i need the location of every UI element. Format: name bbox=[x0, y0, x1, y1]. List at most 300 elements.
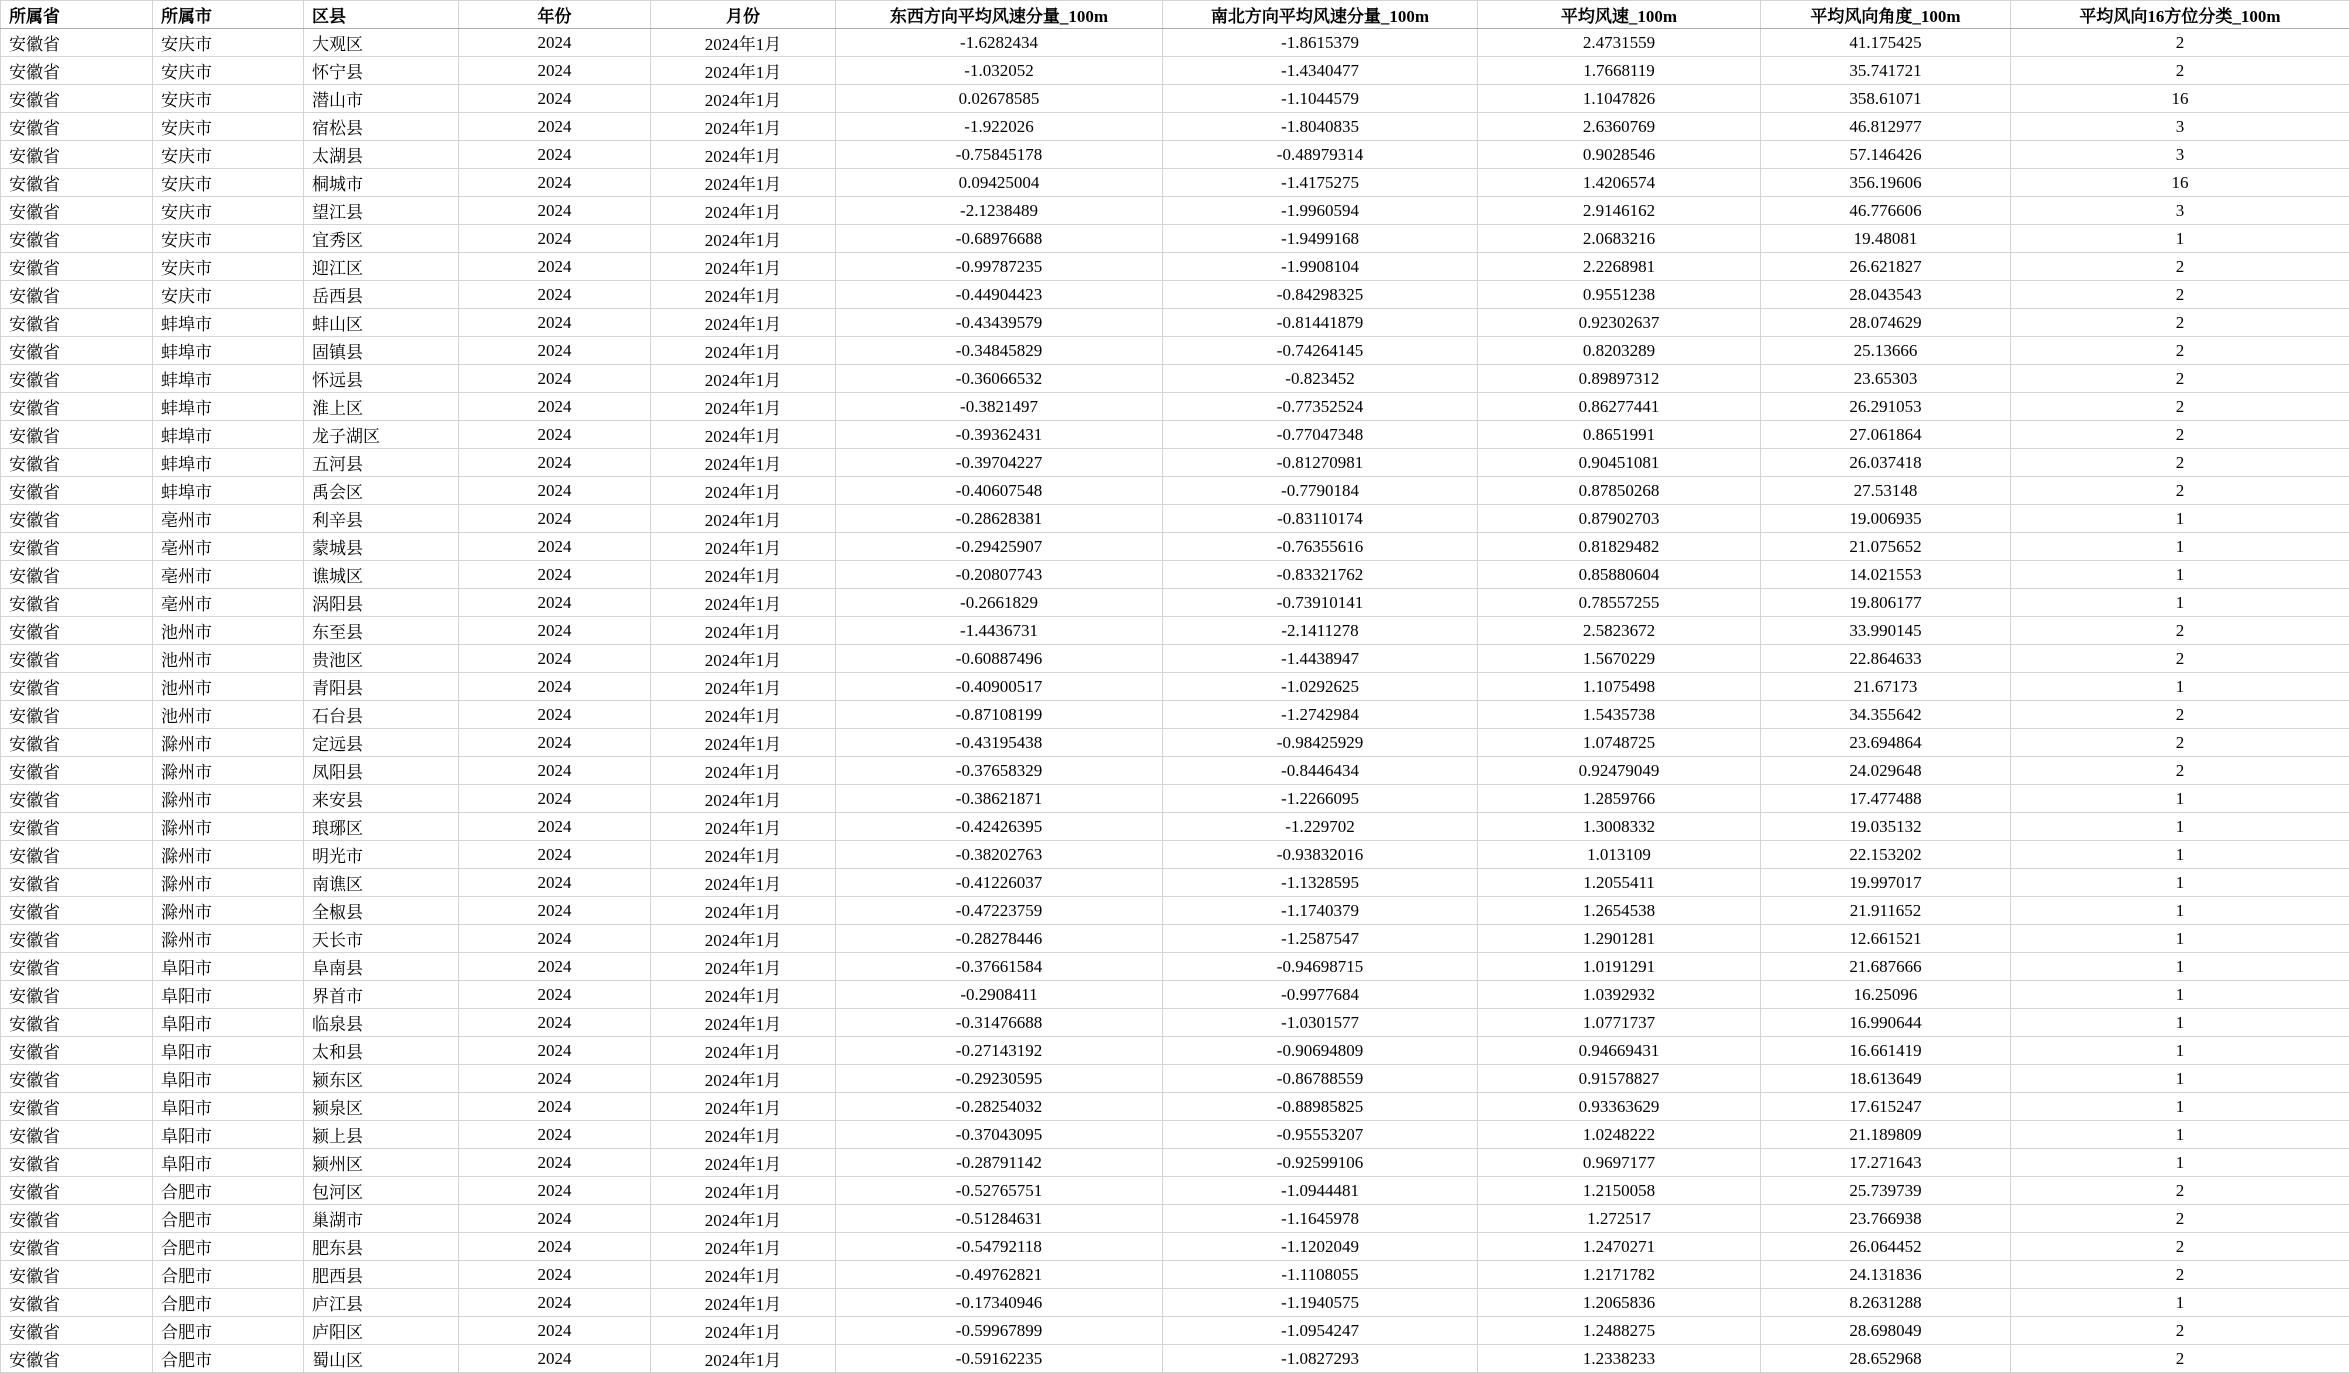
table-cell[interactable]: -1.8615379 bbox=[1163, 29, 1478, 57]
table-cell[interactable]: 蚌山区 bbox=[304, 309, 459, 337]
table-cell[interactable]: -0.43195438 bbox=[836, 729, 1163, 757]
table-cell[interactable]: 2024年1月 bbox=[651, 449, 836, 477]
table-cell[interactable]: 27.53148 bbox=[1761, 477, 2011, 505]
table-cell[interactable]: 0.90451081 bbox=[1478, 449, 1761, 477]
table-cell[interactable]: 2024 bbox=[459, 1065, 651, 1093]
table-cell[interactable]: 安徽省 bbox=[1, 1177, 153, 1205]
table-cell[interactable]: -0.823452 bbox=[1163, 365, 1478, 393]
table-cell[interactable]: 1.4206574 bbox=[1478, 169, 1761, 197]
table-cell[interactable]: 1 bbox=[2011, 1037, 2349, 1065]
table-cell[interactable]: 蚌埠市 bbox=[153, 365, 304, 393]
table-cell[interactable]: 来安县 bbox=[304, 785, 459, 813]
table-cell[interactable]: 1.0748725 bbox=[1478, 729, 1761, 757]
table-cell[interactable]: 2024年1月 bbox=[651, 1149, 836, 1177]
table-cell[interactable]: -1.1108055 bbox=[1163, 1261, 1478, 1289]
table-cell[interactable]: -1.0954247 bbox=[1163, 1317, 1478, 1345]
table-cell[interactable]: 2 bbox=[2011, 1205, 2349, 1233]
table-cell[interactable]: 0.87902703 bbox=[1478, 505, 1761, 533]
table-cell[interactable]: 肥东县 bbox=[304, 1233, 459, 1261]
table-cell[interactable]: -1.9499168 bbox=[1163, 225, 1478, 253]
column-header[interactable]: 所属省 bbox=[1, 1, 153, 29]
table-cell[interactable]: -0.29230595 bbox=[836, 1065, 1163, 1093]
table-cell[interactable]: 0.86277441 bbox=[1478, 393, 1761, 421]
table-cell[interactable]: 2 bbox=[2011, 57, 2349, 85]
table-cell[interactable]: -0.7790184 bbox=[1163, 477, 1478, 505]
table-cell[interactable]: 2024 bbox=[459, 981, 651, 1009]
table-cell[interactable]: -1.4340477 bbox=[1163, 57, 1478, 85]
table-cell[interactable]: -0.34845829 bbox=[836, 337, 1163, 365]
table-cell[interactable]: 22.864633 bbox=[1761, 645, 2011, 673]
table-cell[interactable]: 2024年1月 bbox=[651, 393, 836, 421]
table-cell[interactable]: 2024年1月 bbox=[651, 1289, 836, 1317]
table-cell[interactable]: 2024 bbox=[459, 673, 651, 701]
table-cell[interactable]: 禹会区 bbox=[304, 477, 459, 505]
table-cell[interactable]: 阜阳市 bbox=[153, 981, 304, 1009]
table-cell[interactable]: 23.766938 bbox=[1761, 1205, 2011, 1233]
table-cell[interactable]: 2024年1月 bbox=[651, 841, 836, 869]
table-cell[interactable]: 安徽省 bbox=[1, 701, 153, 729]
table-cell[interactable]: 安徽省 bbox=[1, 925, 153, 953]
table-cell[interactable]: 2 bbox=[2011, 393, 2349, 421]
table-cell[interactable]: 亳州市 bbox=[153, 561, 304, 589]
table-cell[interactable]: 1.1047826 bbox=[1478, 85, 1761, 113]
table-cell[interactable]: -1.1740379 bbox=[1163, 897, 1478, 925]
table-cell[interactable]: -0.99787235 bbox=[836, 253, 1163, 281]
table-cell[interactable]: 2024年1月 bbox=[651, 309, 836, 337]
table-cell[interactable]: 1 bbox=[2011, 225, 2349, 253]
table-cell[interactable]: 16.661419 bbox=[1761, 1037, 2011, 1065]
table-cell[interactable]: 1 bbox=[2011, 1149, 2349, 1177]
table-cell[interactable]: 蚌埠市 bbox=[153, 309, 304, 337]
table-cell[interactable]: 0.85880604 bbox=[1478, 561, 1761, 589]
table-cell[interactable]: -1.6282434 bbox=[836, 29, 1163, 57]
table-cell[interactable]: 2024 bbox=[459, 141, 651, 169]
table-cell[interactable]: 2 bbox=[2011, 1261, 2349, 1289]
table-cell[interactable]: 1 bbox=[2011, 533, 2349, 561]
table-cell[interactable]: 1 bbox=[2011, 953, 2349, 981]
table-cell[interactable]: 12.661521 bbox=[1761, 925, 2011, 953]
table-cell[interactable]: 望江县 bbox=[304, 197, 459, 225]
table-cell[interactable]: 滁州市 bbox=[153, 841, 304, 869]
table-cell[interactable]: -0.42426395 bbox=[836, 813, 1163, 841]
table-cell[interactable]: 2024 bbox=[459, 841, 651, 869]
table-cell[interactable]: 2 bbox=[2011, 29, 2349, 57]
table-cell[interactable]: 安庆市 bbox=[153, 57, 304, 85]
column-header[interactable]: 月份 bbox=[651, 1, 836, 29]
table-cell[interactable]: 41.175425 bbox=[1761, 29, 2011, 57]
table-cell[interactable]: 合肥市 bbox=[153, 1345, 304, 1373]
table-cell[interactable]: 2024年1月 bbox=[651, 561, 836, 589]
table-cell[interactable]: -1.1328595 bbox=[1163, 869, 1478, 897]
table-cell[interactable]: 21.075652 bbox=[1761, 533, 2011, 561]
table-cell[interactable]: 2024 bbox=[459, 1121, 651, 1149]
table-cell[interactable]: -0.39704227 bbox=[836, 449, 1163, 477]
table-cell[interactable]: 26.064452 bbox=[1761, 1233, 2011, 1261]
table-cell[interactable]: 2024 bbox=[459, 449, 651, 477]
table-cell[interactable]: 安徽省 bbox=[1, 673, 153, 701]
table-cell[interactable]: 2024年1月 bbox=[651, 197, 836, 225]
table-cell[interactable]: -0.28628381 bbox=[836, 505, 1163, 533]
table-cell[interactable]: 19.997017 bbox=[1761, 869, 2011, 897]
table-cell[interactable]: 0.87850268 bbox=[1478, 477, 1761, 505]
table-cell[interactable]: 太和县 bbox=[304, 1037, 459, 1065]
table-cell[interactable]: 利辛县 bbox=[304, 505, 459, 533]
table-cell[interactable]: 1.3008332 bbox=[1478, 813, 1761, 841]
table-cell[interactable]: -1.0827293 bbox=[1163, 1345, 1478, 1373]
table-cell[interactable]: 2024 bbox=[459, 477, 651, 505]
table-cell[interactable]: 2 bbox=[2011, 477, 2349, 505]
table-cell[interactable]: 28.043543 bbox=[1761, 281, 2011, 309]
table-cell[interactable]: 2 bbox=[2011, 421, 2349, 449]
column-header[interactable]: 东西方向平均风速分量_100m bbox=[836, 1, 1163, 29]
table-cell[interactable]: 2024年1月 bbox=[651, 1065, 836, 1093]
table-cell[interactable]: 2024 bbox=[459, 757, 651, 785]
table-cell[interactable]: -0.60887496 bbox=[836, 645, 1163, 673]
table-cell[interactable]: 3 bbox=[2011, 113, 2349, 141]
table-cell[interactable]: -0.3821497 bbox=[836, 393, 1163, 421]
table-cell[interactable]: 安徽省 bbox=[1, 57, 153, 85]
column-header[interactable]: 区县 bbox=[304, 1, 459, 29]
table-cell[interactable]: 巢湖市 bbox=[304, 1205, 459, 1233]
table-cell[interactable]: 滁州市 bbox=[153, 897, 304, 925]
table-cell[interactable]: 2 bbox=[2011, 729, 2349, 757]
table-cell[interactable]: 1.272517 bbox=[1478, 1205, 1761, 1233]
table-cell[interactable]: -0.75845178 bbox=[836, 141, 1163, 169]
table-cell[interactable]: 安徽省 bbox=[1, 505, 153, 533]
table-cell[interactable]: 25.739739 bbox=[1761, 1177, 2011, 1205]
table-cell[interactable]: 南谯区 bbox=[304, 869, 459, 897]
table-cell[interactable]: 阜阳市 bbox=[153, 1065, 304, 1093]
table-cell[interactable]: 庐阳区 bbox=[304, 1317, 459, 1345]
table-cell[interactable]: 2.6360769 bbox=[1478, 113, 1761, 141]
table-cell[interactable]: 2024年1月 bbox=[651, 1205, 836, 1233]
table-cell[interactable]: 24.131836 bbox=[1761, 1261, 2011, 1289]
table-cell[interactable]: -1.9908104 bbox=[1163, 253, 1478, 281]
table-cell[interactable]: 16.25096 bbox=[1761, 981, 2011, 1009]
table-cell[interactable]: -0.83110174 bbox=[1163, 505, 1478, 533]
table-cell[interactable]: 2024 bbox=[459, 1289, 651, 1317]
table-cell[interactable]: 包河区 bbox=[304, 1177, 459, 1205]
table-cell[interactable]: 安徽省 bbox=[1, 477, 153, 505]
table-cell[interactable]: 潜山市 bbox=[304, 85, 459, 113]
table-cell[interactable]: -0.83321762 bbox=[1163, 561, 1478, 589]
table-cell[interactable]: 安徽省 bbox=[1, 813, 153, 841]
table-cell[interactable]: 安徽省 bbox=[1, 1345, 153, 1373]
table-cell[interactable]: 358.61071 bbox=[1761, 85, 2011, 113]
table-cell[interactable]: 2024 bbox=[459, 1009, 651, 1037]
table-cell[interactable]: 1.0392932 bbox=[1478, 981, 1761, 1009]
table-cell[interactable]: 2024年1月 bbox=[651, 953, 836, 981]
table-cell[interactable]: 1 bbox=[2011, 673, 2349, 701]
table-cell[interactable]: 琅琊区 bbox=[304, 813, 459, 841]
table-cell[interactable]: 2024年1月 bbox=[651, 1093, 836, 1121]
table-cell[interactable]: 2.2268981 bbox=[1478, 253, 1761, 281]
table-cell[interactable]: 2024年1月 bbox=[651, 813, 836, 841]
table-cell[interactable]: -0.36066532 bbox=[836, 365, 1163, 393]
table-cell[interactable]: 21.687666 bbox=[1761, 953, 2011, 981]
table-cell[interactable]: -0.98425929 bbox=[1163, 729, 1478, 757]
table-cell[interactable]: 阜阳市 bbox=[153, 1093, 304, 1121]
table-cell[interactable]: 2024 bbox=[459, 729, 651, 757]
table-cell[interactable]: -0.43439579 bbox=[836, 309, 1163, 337]
table-cell[interactable]: 涡阳县 bbox=[304, 589, 459, 617]
table-cell[interactable]: 安徽省 bbox=[1, 953, 153, 981]
table-cell[interactable]: 2024年1月 bbox=[651, 869, 836, 897]
table-cell[interactable]: 谯城区 bbox=[304, 561, 459, 589]
table-cell[interactable]: 2.0683216 bbox=[1478, 225, 1761, 253]
table-cell[interactable]: 安徽省 bbox=[1, 589, 153, 617]
table-cell[interactable]: 2024年1月 bbox=[651, 533, 836, 561]
table-cell[interactable]: 1.2150058 bbox=[1478, 1177, 1761, 1205]
table-cell[interactable]: 阜阳市 bbox=[153, 1121, 304, 1149]
table-cell[interactable]: 0.8203289 bbox=[1478, 337, 1761, 365]
table-cell[interactable]: 合肥市 bbox=[153, 1233, 304, 1261]
table-cell[interactable]: 2024年1月 bbox=[651, 253, 836, 281]
table-cell[interactable]: 1.2338233 bbox=[1478, 1345, 1761, 1373]
table-cell[interactable]: 2024年1月 bbox=[651, 785, 836, 813]
table-cell[interactable]: -0.20807743 bbox=[836, 561, 1163, 589]
column-header[interactable]: 年份 bbox=[459, 1, 651, 29]
table-cell[interactable]: 2 bbox=[2011, 309, 2349, 337]
table-cell[interactable]: 2024年1月 bbox=[651, 1345, 836, 1373]
table-cell[interactable]: -1.0301577 bbox=[1163, 1009, 1478, 1037]
table-cell[interactable]: -0.27143192 bbox=[836, 1037, 1163, 1065]
table-cell[interactable]: -0.93832016 bbox=[1163, 841, 1478, 869]
table-cell[interactable]: 2024 bbox=[459, 337, 651, 365]
table-cell[interactable]: 2024年1月 bbox=[651, 981, 836, 1009]
table-cell[interactable]: 0.89897312 bbox=[1478, 365, 1761, 393]
table-cell[interactable]: 0.94669431 bbox=[1478, 1037, 1761, 1065]
table-cell[interactable]: 19.006935 bbox=[1761, 505, 2011, 533]
table-cell[interactable]: 21.67173 bbox=[1761, 673, 2011, 701]
table-cell[interactable]: 安徽省 bbox=[1, 1261, 153, 1289]
table-cell[interactable]: -1.1645978 bbox=[1163, 1205, 1478, 1233]
table-cell[interactable]: -0.37658329 bbox=[836, 757, 1163, 785]
table-cell[interactable]: -0.28278446 bbox=[836, 925, 1163, 953]
table-cell[interactable]: -0.28791142 bbox=[836, 1149, 1163, 1177]
table-cell[interactable]: 1.0771737 bbox=[1478, 1009, 1761, 1037]
table-cell[interactable]: 2024 bbox=[459, 897, 651, 925]
table-cell[interactable]: 1.2171782 bbox=[1478, 1261, 1761, 1289]
table-cell[interactable]: 安徽省 bbox=[1, 981, 153, 1009]
table-cell[interactable]: 23.694864 bbox=[1761, 729, 2011, 757]
table-cell[interactable]: 安庆市 bbox=[153, 113, 304, 141]
table-cell[interactable]: 2024年1月 bbox=[651, 617, 836, 645]
table-cell[interactable]: 安徽省 bbox=[1, 869, 153, 897]
table-cell[interactable]: 安庆市 bbox=[153, 225, 304, 253]
table-cell[interactable]: 宿松县 bbox=[304, 113, 459, 141]
table-cell[interactable]: 1 bbox=[2011, 1289, 2349, 1317]
table-cell[interactable]: -1.9960594 bbox=[1163, 197, 1478, 225]
table-cell[interactable]: 2024 bbox=[459, 617, 651, 645]
table-cell[interactable]: 23.65303 bbox=[1761, 365, 2011, 393]
table-cell[interactable]: 2024 bbox=[459, 1345, 651, 1373]
table-cell[interactable]: -0.90694809 bbox=[1163, 1037, 1478, 1065]
table-cell[interactable]: -0.47223759 bbox=[836, 897, 1163, 925]
table-cell[interactable]: -1.8040835 bbox=[1163, 113, 1478, 141]
table-cell[interactable]: -0.37043095 bbox=[836, 1121, 1163, 1149]
table-cell[interactable]: 2024 bbox=[459, 1177, 651, 1205]
table-cell[interactable]: 全椒县 bbox=[304, 897, 459, 925]
table-cell[interactable]: 迎江区 bbox=[304, 253, 459, 281]
table-cell[interactable]: -0.40607548 bbox=[836, 477, 1163, 505]
table-cell[interactable]: -1.0292625 bbox=[1163, 673, 1478, 701]
table-cell[interactable]: 安徽省 bbox=[1, 141, 153, 169]
table-cell[interactable]: 安徽省 bbox=[1, 1233, 153, 1261]
table-cell[interactable]: 2024 bbox=[459, 225, 651, 253]
table-cell[interactable]: 16.990644 bbox=[1761, 1009, 2011, 1037]
table-cell[interactable]: 34.355642 bbox=[1761, 701, 2011, 729]
table-cell[interactable]: 17.477488 bbox=[1761, 785, 2011, 813]
table-cell[interactable]: 28.652968 bbox=[1761, 1345, 2011, 1373]
table-cell[interactable]: 26.037418 bbox=[1761, 449, 2011, 477]
table-cell[interactable]: 滁州市 bbox=[153, 785, 304, 813]
table-cell[interactable]: 颍泉区 bbox=[304, 1093, 459, 1121]
table-cell[interactable]: 大观区 bbox=[304, 29, 459, 57]
table-cell[interactable]: 滁州市 bbox=[153, 729, 304, 757]
table-cell[interactable]: 1 bbox=[2011, 869, 2349, 897]
table-cell[interactable]: 2024 bbox=[459, 645, 651, 673]
table-cell[interactable]: 怀宁县 bbox=[304, 57, 459, 85]
table-cell[interactable]: 蚌埠市 bbox=[153, 337, 304, 365]
table-cell[interactable]: 安徽省 bbox=[1, 1009, 153, 1037]
table-cell[interactable]: 2.4731559 bbox=[1478, 29, 1761, 57]
table-cell[interactable]: -0.86788559 bbox=[1163, 1065, 1478, 1093]
table-cell[interactable]: -1.4438947 bbox=[1163, 645, 1478, 673]
table-cell[interactable]: 2024 bbox=[459, 925, 651, 953]
table-cell[interactable]: 2024年1月 bbox=[651, 141, 836, 169]
table-cell[interactable]: -1.4175275 bbox=[1163, 169, 1478, 197]
table-cell[interactable]: 安徽省 bbox=[1, 393, 153, 421]
table-cell[interactable]: 2 bbox=[2011, 253, 2349, 281]
table-cell[interactable]: 肥西县 bbox=[304, 1261, 459, 1289]
table-cell[interactable]: 1.5435738 bbox=[1478, 701, 1761, 729]
table-cell[interactable]: 2.9146162 bbox=[1478, 197, 1761, 225]
table-cell[interactable]: 2024 bbox=[459, 869, 651, 897]
table-cell[interactable]: 0.02678585 bbox=[836, 85, 1163, 113]
table-cell[interactable]: 28.074629 bbox=[1761, 309, 2011, 337]
table-cell[interactable]: 33.990145 bbox=[1761, 617, 2011, 645]
table-cell[interactable]: 1 bbox=[2011, 925, 2349, 953]
table-cell[interactable]: 1 bbox=[2011, 785, 2349, 813]
table-cell[interactable]: 19.806177 bbox=[1761, 589, 2011, 617]
table-cell[interactable]: 1.0248222 bbox=[1478, 1121, 1761, 1149]
table-cell[interactable]: 龙子湖区 bbox=[304, 421, 459, 449]
table-cell[interactable]: 安徽省 bbox=[1, 253, 153, 281]
table-cell[interactable]: 21.911652 bbox=[1761, 897, 2011, 925]
table-cell[interactable]: 滁州市 bbox=[153, 813, 304, 841]
table-cell[interactable]: 滁州市 bbox=[153, 869, 304, 897]
table-cell[interactable]: 2 bbox=[2011, 757, 2349, 785]
table-cell[interactable]: -0.92599106 bbox=[1163, 1149, 1478, 1177]
table-cell[interactable]: 14.021553 bbox=[1761, 561, 2011, 589]
table-cell[interactable]: 2024年1月 bbox=[651, 1177, 836, 1205]
table-cell[interactable]: 2024 bbox=[459, 813, 651, 841]
table-cell[interactable]: -1.4436731 bbox=[836, 617, 1163, 645]
table-cell[interactable]: 安徽省 bbox=[1, 1289, 153, 1317]
table-cell[interactable]: 安徽省 bbox=[1, 1205, 153, 1233]
table-cell[interactable]: 安徽省 bbox=[1, 337, 153, 365]
table-cell[interactable]: 2.5823672 bbox=[1478, 617, 1761, 645]
table-cell[interactable]: 2 bbox=[2011, 1345, 2349, 1373]
table-cell[interactable]: 安徽省 bbox=[1, 449, 153, 477]
table-cell[interactable]: 阜阳市 bbox=[153, 1037, 304, 1065]
table-cell[interactable]: 安徽省 bbox=[1, 85, 153, 113]
table-cell[interactable]: -0.95553207 bbox=[1163, 1121, 1478, 1149]
table-cell[interactable]: 定远县 bbox=[304, 729, 459, 757]
table-cell[interactable]: 2024 bbox=[459, 701, 651, 729]
table-cell[interactable]: 2024年1月 bbox=[651, 57, 836, 85]
table-cell[interactable]: 1 bbox=[2011, 981, 2349, 1009]
table-cell[interactable]: 2024年1月 bbox=[651, 113, 836, 141]
table-cell[interactable]: 26.291053 bbox=[1761, 393, 2011, 421]
table-cell[interactable]: -0.87108199 bbox=[836, 701, 1163, 729]
table-cell[interactable]: 滁州市 bbox=[153, 757, 304, 785]
table-cell[interactable]: 0.9551238 bbox=[1478, 281, 1761, 309]
table-cell[interactable]: 2024年1月 bbox=[651, 673, 836, 701]
table-cell[interactable]: 17.271643 bbox=[1761, 1149, 2011, 1177]
table-cell[interactable]: -0.51284631 bbox=[836, 1205, 1163, 1233]
table-cell[interactable]: 临泉县 bbox=[304, 1009, 459, 1037]
table-cell[interactable]: -0.74264145 bbox=[1163, 337, 1478, 365]
table-cell[interactable]: 0.81829482 bbox=[1478, 533, 1761, 561]
table-cell[interactable]: 安庆市 bbox=[153, 29, 304, 57]
table-cell[interactable]: 2024 bbox=[459, 1205, 651, 1233]
table-cell[interactable]: -0.31476688 bbox=[836, 1009, 1163, 1037]
table-cell[interactable]: 安徽省 bbox=[1, 533, 153, 561]
table-cell[interactable]: 阜阳市 bbox=[153, 1149, 304, 1177]
table-cell[interactable]: 安庆市 bbox=[153, 197, 304, 225]
table-cell[interactable]: 2024年1月 bbox=[651, 925, 836, 953]
table-cell[interactable]: 16 bbox=[2011, 169, 2349, 197]
table-cell[interactable]: 2 bbox=[2011, 1177, 2349, 1205]
table-cell[interactable]: 2024 bbox=[459, 505, 651, 533]
table-cell[interactable]: 2024年1月 bbox=[651, 1009, 836, 1037]
table-cell[interactable]: 2024年1月 bbox=[651, 365, 836, 393]
table-cell[interactable]: 东至县 bbox=[304, 617, 459, 645]
table-cell[interactable]: 蚌埠市 bbox=[153, 477, 304, 505]
table-cell[interactable]: 安庆市 bbox=[153, 281, 304, 309]
table-cell[interactable]: 1 bbox=[2011, 561, 2349, 589]
table-cell[interactable]: 17.615247 bbox=[1761, 1093, 2011, 1121]
table-cell[interactable]: 2024年1月 bbox=[651, 85, 836, 113]
table-cell[interactable]: 2024 bbox=[459, 589, 651, 617]
table-cell[interactable]: 安徽省 bbox=[1, 281, 153, 309]
table-cell[interactable]: 1 bbox=[2011, 1065, 2349, 1093]
table-cell[interactable]: -0.38621871 bbox=[836, 785, 1163, 813]
table-cell[interactable]: 2024 bbox=[459, 533, 651, 561]
table-cell[interactable]: 固镇县 bbox=[304, 337, 459, 365]
table-cell[interactable]: 合肥市 bbox=[153, 1261, 304, 1289]
table-cell[interactable]: -0.68976688 bbox=[836, 225, 1163, 253]
table-cell[interactable]: 0.91578827 bbox=[1478, 1065, 1761, 1093]
table-cell[interactable]: 2024年1月 bbox=[651, 421, 836, 449]
column-header[interactable]: 平均风速_100m bbox=[1478, 1, 1761, 29]
table-cell[interactable]: 2024年1月 bbox=[651, 897, 836, 925]
table-cell[interactable]: -1.2266095 bbox=[1163, 785, 1478, 813]
table-cell[interactable]: 安徽省 bbox=[1, 113, 153, 141]
table-cell[interactable]: 1.7668119 bbox=[1478, 57, 1761, 85]
table-cell[interactable]: 凤阳县 bbox=[304, 757, 459, 785]
table-cell[interactable]: 怀远县 bbox=[304, 365, 459, 393]
table-cell[interactable]: -0.77047348 bbox=[1163, 421, 1478, 449]
table-cell[interactable]: 2 bbox=[2011, 1233, 2349, 1261]
table-cell[interactable]: 2024年1月 bbox=[651, 225, 836, 253]
table-cell[interactable]: 颍州区 bbox=[304, 1149, 459, 1177]
table-cell[interactable]: 2024年1月 bbox=[651, 477, 836, 505]
table-cell[interactable]: 安徽省 bbox=[1, 421, 153, 449]
table-cell[interactable]: -0.52765751 bbox=[836, 1177, 1163, 1205]
